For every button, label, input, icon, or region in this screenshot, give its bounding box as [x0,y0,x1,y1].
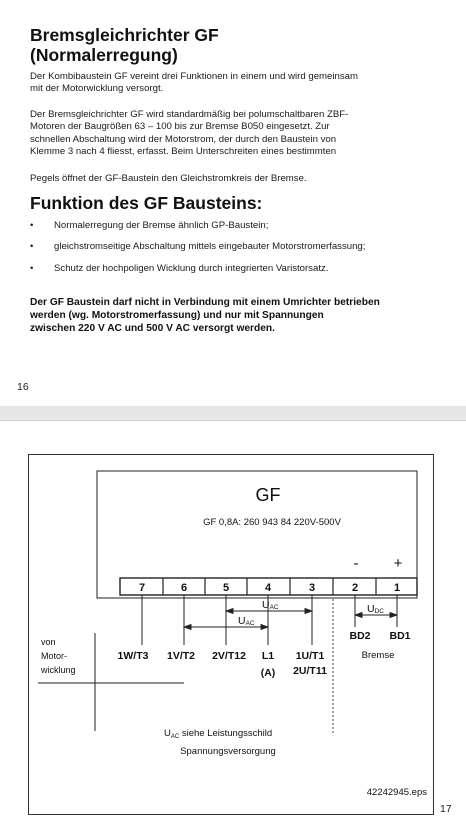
terminal-4: 4 [264,582,272,594]
label-2v-t12: 2V/T12 [212,650,246,662]
label-bd2: BD2 [349,630,371,642]
uac-arrows [184,609,397,630]
intro-line-2: mit der Motorwicklung versorgt. [30,83,164,95]
section-heading: Funktion des GF Bausteins: [30,193,263,213]
device-spec: GF 0,8A: 260 943 84 220V-500V [203,517,341,528]
label-1v-t2: 1V/T2 [166,650,196,662]
description-line-2: Motoren der Baugrößen 63 – 100 bis zur Bremse B050 eingesetzt. Zur [30,121,330,133]
description-paragraph [30,109,450,159]
note-line-1: Der GF Baustein darf nicht in Verbindung mit einem Umrichter betrieben [30,297,380,308]
page-title [30,25,219,65]
intro-line-1: Der Kombibaustein GF vereint drei Funktionen in einem und wird gemeinsam [30,71,358,82]
wiring-diagram [0,421,466,834]
description-line-1: Der Bremsgleichrichter GF wird standardmäßig bei polumschaltbaren ZBF- [30,109,349,120]
label-l1: L1 [261,650,275,662]
terminal-7: 7 [138,582,146,594]
page-16 [0,0,466,407]
label-bd1: BD1 [389,630,411,642]
brake-label: Bremse [361,650,395,661]
uac-label-lower: UAC [238,615,255,627]
label-1u-t1: 1U/T1 [295,650,325,662]
function-list [30,220,460,284]
terminal-2: 2 [351,582,359,594]
terminal-5: 5 [222,582,230,594]
uac-footnote: $U_{AC}$ siehe Leistungsschild [164,728,273,740]
udc-label: UDC [367,603,384,615]
label-2u-t11: 2U/T11 [293,665,327,677]
note-line-3: zwischen 220 V AC und 500 V AC versorgt werden. [30,323,275,334]
device-name: GF [255,485,281,505]
label-a: (A) [260,667,276,679]
von-label: von [41,637,56,647]
page-gap [0,406,466,420]
terminal-3: 3 [308,582,316,594]
level-paragraph: Pegels öffnet der GF-Baustein den Gleichstromkreis der Bremse. [30,173,307,184]
description-line-3: schnellen Abschaltung wird der Motorstrom, der durch den Baustein von [30,133,337,145]
note-line-2: werden (wg. Motorstromerfassung) und nur mit Spannungen [30,310,324,321]
intro-paragraph [30,71,450,96]
warning-note [30,296,450,335]
plus-sign: + [393,555,403,572]
terminal-6: 6 [180,582,188,594]
uac-label-upper: UAC [262,599,279,611]
label-1w-t3: 1W/T3 [117,650,149,662]
list-item: • Normalerregung der Bremse ähnlich GP-Baustein; [30,220,269,231]
motor-winding-cross [38,633,184,731]
motor-label: Motor- [41,651,68,661]
page-number: 17 [440,803,452,815]
terminal-1: 1 [393,582,401,594]
title-line-2: (Normalerregung) [30,45,178,65]
page-17 [0,420,466,834]
description-line-4: Klemme 3 nach 4 fliesst, erfasst. Beim Unterschreiten eines bestimmten [30,146,337,158]
title-line-1: Bremsgleichrichter GF [30,25,219,45]
list-item: • gleichstromseitige Abschaltung mittels eingebauter Motorstromerfassung; [30,241,366,253]
wicklung-label: wicklung [41,665,76,675]
file-name: 42242945.eps [366,787,427,798]
page-number: 16 [17,381,29,393]
list-item: • Schutz der hochpoligen Wicklung durch integrierten Varistorsatz. [30,262,329,274]
supply-footnote: Spannungsversorgung [180,746,276,757]
minus-sign: - [353,555,359,572]
